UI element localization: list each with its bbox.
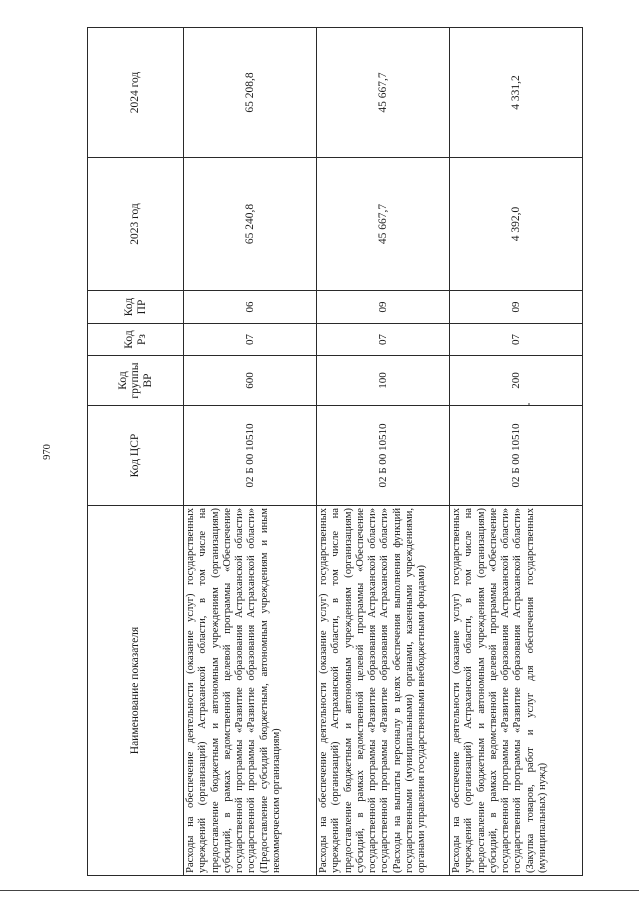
header-name: Наименование показателя [88, 506, 184, 876]
cell-csr: 02 Б 00 10510 [184, 406, 317, 506]
header-rz: Код Рз [88, 324, 184, 356]
header-pr: Код ПР [88, 291, 184, 324]
header-row [88, 28, 184, 876]
budget-table [87, 27, 583, 876]
cell-csr: 02 Б 00 10510 [450, 406, 583, 506]
table-row [450, 28, 583, 876]
cell-name: Расходы на обеспечение деятельности (оказание услуг) государственных учреждений (организаций) Астраханской области, в том числе на предоставление бюджетным и автономным учреждениям (организациям) субсидий, в рамках ведомственной целевой программы «Обеспечение государственной программы «Развитие образования Астраханской области» государственной программы «Развитие образования Астраханской области» (Закупка товаров, работ и услуг для обеспечения государственных (муниципальных) нужд) [450, 506, 583, 876]
cell-2023: 4 392,0 [450, 158, 583, 291]
header-vr: Код группы ВР [88, 356, 184, 406]
cell-name: Расходы на обеспечение деятельности (оказание услуг) государственных учреждений (организаций) Астраханской области, в том числе на предоставление бюджетным и автономным учреждениям (организациям) субсидий, в рамках ведомственной целевой программы «Обеспечение государственной программы «Развитие образования Астраханской области» государственной программы «Развитие образования Астраханской области» (Предоставление субсидий бюджетным, автономным учреждениям и иным некоммерческим организациям) [184, 506, 317, 876]
scan-speck [528, 403, 530, 405]
cell-pr: 09 [450, 291, 583, 324]
cell-csr: 02 Б 00 10510 [317, 406, 450, 506]
cell-pr: 06 [184, 291, 317, 324]
cell-pr: 09 [317, 291, 450, 324]
page-number: 970 [42, 444, 53, 460]
cell-2023: 45 667,7 [317, 158, 450, 291]
cell-name: Расходы на обеспечение деятельности (оказание услуг) государственных учреждений (организаций) Астраханской области, в том числе на предоставление бюджетным и автономным учреждениям (организациям) субсидий, в рамках ведомственной целевой программы «Обеспечение государственной программы «Развитие образования Астраханской области» государственной программы «Развитие образования Астраханской области» (Расходы на выплаты персоналу в целях обеспечения выполнения функций государственными (муниципальными) органами, казенными учреждениями, органами управления государственными внебюджетными фондами) [317, 506, 450, 876]
cell-rz: 07 [184, 324, 317, 356]
cell-2024: 4 331,2 [450, 28, 583, 158]
header-csr: Код ЦСР [88, 406, 184, 506]
cell-vr: 200 [450, 356, 583, 406]
cell-2024: 45 667,7 [317, 28, 450, 158]
cell-vr: 600 [184, 356, 317, 406]
header-2024: 2024 год [88, 28, 184, 158]
budget-table-rotated [87, 28, 575, 876]
bottom-rule [0, 890, 639, 891]
table-row [184, 28, 317, 876]
header-2023: 2023 год [88, 158, 184, 291]
table-row [317, 28, 450, 876]
cell-2024: 65 208,8 [184, 28, 317, 158]
cell-2023: 65 240,8 [184, 158, 317, 291]
cell-vr: 100 [317, 356, 450, 406]
cell-rz: 07 [450, 324, 583, 356]
cell-rz: 07 [317, 324, 450, 356]
